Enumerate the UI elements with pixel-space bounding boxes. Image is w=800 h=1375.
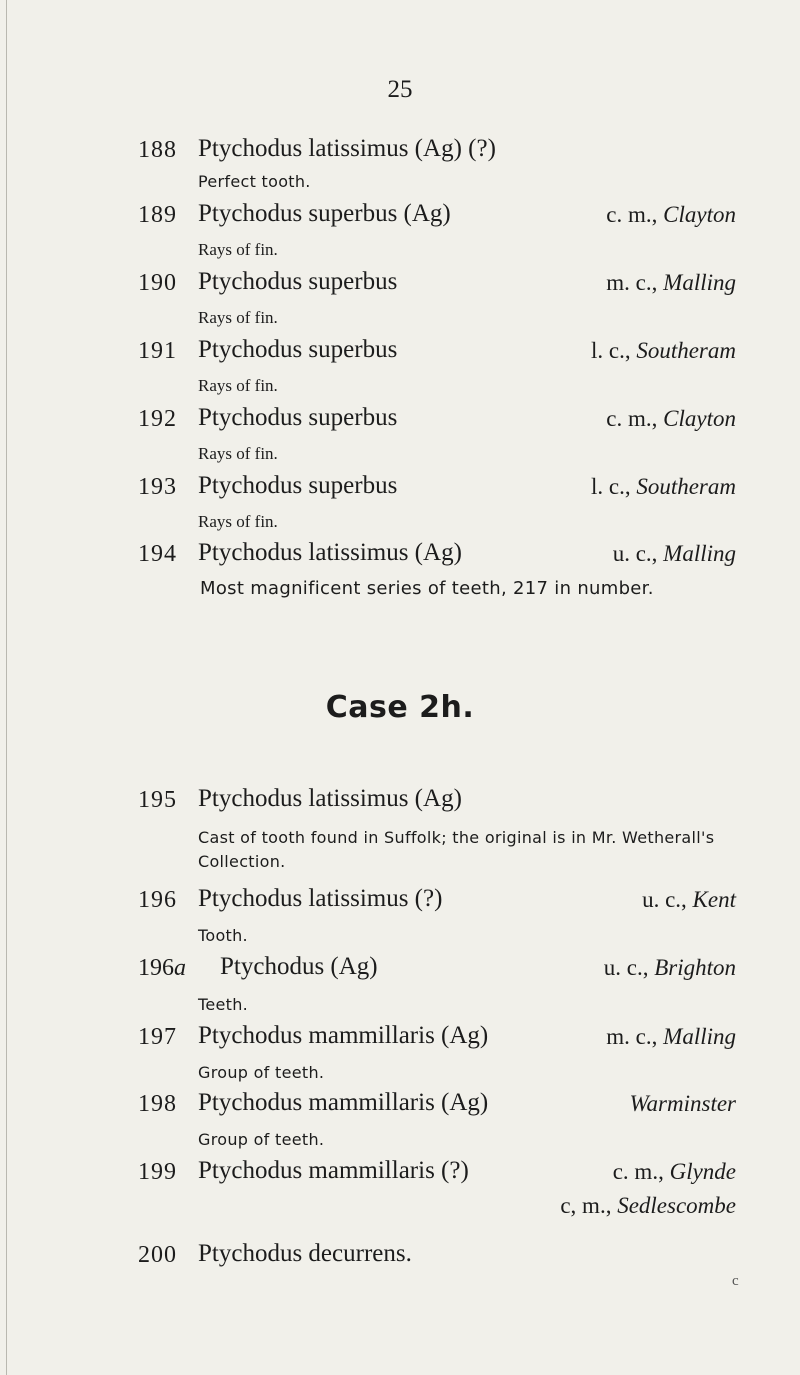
entry-name: Ptychodus mammillaris (?) <box>198 1157 469 1184</box>
entry-name: Ptychodus latissimus (Ag) (?) <box>198 135 496 162</box>
entry-locality <box>613 1159 736 1185</box>
locality-stratum: c. m., <box>612 1159 670 1184</box>
locality-place: Sedlescombe <box>617 1193 736 1218</box>
entry-locality <box>642 887 736 913</box>
locality-stratum: u. c., <box>612 541 664 566</box>
entry-number: 196 <box>138 887 177 913</box>
entry-name: Ptychodus mammillaris (Ag) <box>198 1089 489 1116</box>
locality-stratum: c. m., <box>606 406 664 431</box>
entry-description: Rays of fin. <box>198 308 278 327</box>
entry-number-main: 196 <box>138 955 174 981</box>
entry-description-line-1: Cast of tooth found in Suffolk; the original is in Mr. Wetherall's <box>198 828 715 847</box>
entry-description: Tooth. <box>198 926 248 945</box>
entry-description: Rays of fin. <box>198 376 278 395</box>
entry-name: Ptychodus superbus <box>198 472 398 499</box>
locality-stratum: u. c., <box>603 955 655 980</box>
entry-locality <box>606 1024 736 1050</box>
entry-number: 188 <box>138 137 177 163</box>
entry-locality <box>630 1091 737 1117</box>
entry-description: Teeth. <box>198 995 249 1014</box>
entry-number <box>138 955 186 982</box>
entry-number: 198 <box>138 1091 177 1117</box>
entry-description: Group of teeth. <box>198 1063 325 1082</box>
entry-locality <box>606 270 736 296</box>
locality-place: Clayton <box>663 406 736 431</box>
entry-number: 193 <box>138 474 177 500</box>
case-heading: Case 2h. <box>325 690 475 725</box>
entry-number-suffix: a <box>174 955 186 981</box>
locality-place: Southeram <box>636 338 736 363</box>
locality-place: Southeram <box>636 474 736 499</box>
locality-stratum: m. c., <box>606 1024 664 1049</box>
entry-locality <box>604 955 736 981</box>
locality-place: Kent <box>692 887 736 912</box>
entry-description: Rays of fin. <box>198 444 278 463</box>
locality-place: Malling <box>663 541 736 566</box>
entry-name: Ptychodus latissimus (?) <box>198 885 443 912</box>
entry-number: 197 <box>138 1024 177 1050</box>
entry-name: Ptychodus latissimus (Ag) <box>198 539 462 566</box>
entry-number: 200 <box>138 1242 177 1268</box>
locality-stratum: l. c., <box>590 338 637 363</box>
entry-description: Rays of fin. <box>198 512 278 531</box>
entry-name: Ptychodus superbus <box>198 404 398 431</box>
entry-locality <box>606 202 736 228</box>
locality-stratum: c, m., <box>560 1193 618 1218</box>
entry-number: 192 <box>138 406 177 432</box>
locality-stratum: l. c., <box>590 474 637 499</box>
entry-number: 199 <box>138 1159 177 1185</box>
entry-name: Ptychodus superbus <box>198 336 398 363</box>
entry-number: 195 <box>138 787 177 813</box>
entry-number: 189 <box>138 202 177 228</box>
locality-place: Brighton <box>654 955 736 980</box>
entry-number: 190 <box>138 270 177 296</box>
entry-description: Group of teeth. <box>198 1130 325 1149</box>
locality-place: Malling <box>663 1024 736 1049</box>
locality-place: Glynde <box>669 1159 736 1184</box>
page-number: 25 <box>387 76 413 103</box>
entry-name: Ptychodus (Ag) <box>220 953 378 980</box>
entry-description-line-2: Collection. <box>198 852 286 871</box>
entry-name: Ptychodus superbus (Ag) <box>198 200 451 227</box>
entry-description: Rays of fin. <box>198 240 278 259</box>
entry-number: 191 <box>138 338 177 364</box>
page-edge-rule <box>6 0 7 1375</box>
entry-name: Ptychodus mammillaris (Ag) <box>198 1022 489 1049</box>
entry-name: Ptychodus latissimus (Ag) <box>198 785 462 812</box>
entry-name: Ptychodus superbus <box>198 268 398 295</box>
entry-name: Ptychodus decurrens. <box>198 1240 412 1267</box>
locality-place: Malling <box>663 270 736 295</box>
entry-locality <box>606 406 736 432</box>
locality-stratum: c. m., <box>606 202 664 227</box>
locality-place: Clayton <box>663 202 736 227</box>
locality-place: Warminster <box>629 1091 736 1116</box>
entry-number: 194 <box>138 541 177 567</box>
entry-locality <box>591 474 736 500</box>
entry-locality <box>591 338 736 364</box>
entry-note: Most magnificent series of teeth, 217 in number. <box>200 578 654 599</box>
entry-locality-secondary <box>560 1193 736 1219</box>
stray-mark: c <box>732 1273 739 1289</box>
entry-locality <box>613 541 736 567</box>
entry-description: Perfect tooth. <box>198 172 311 191</box>
locality-stratum: u. c., <box>642 887 693 912</box>
locality-stratum: m. c., <box>606 270 664 295</box>
